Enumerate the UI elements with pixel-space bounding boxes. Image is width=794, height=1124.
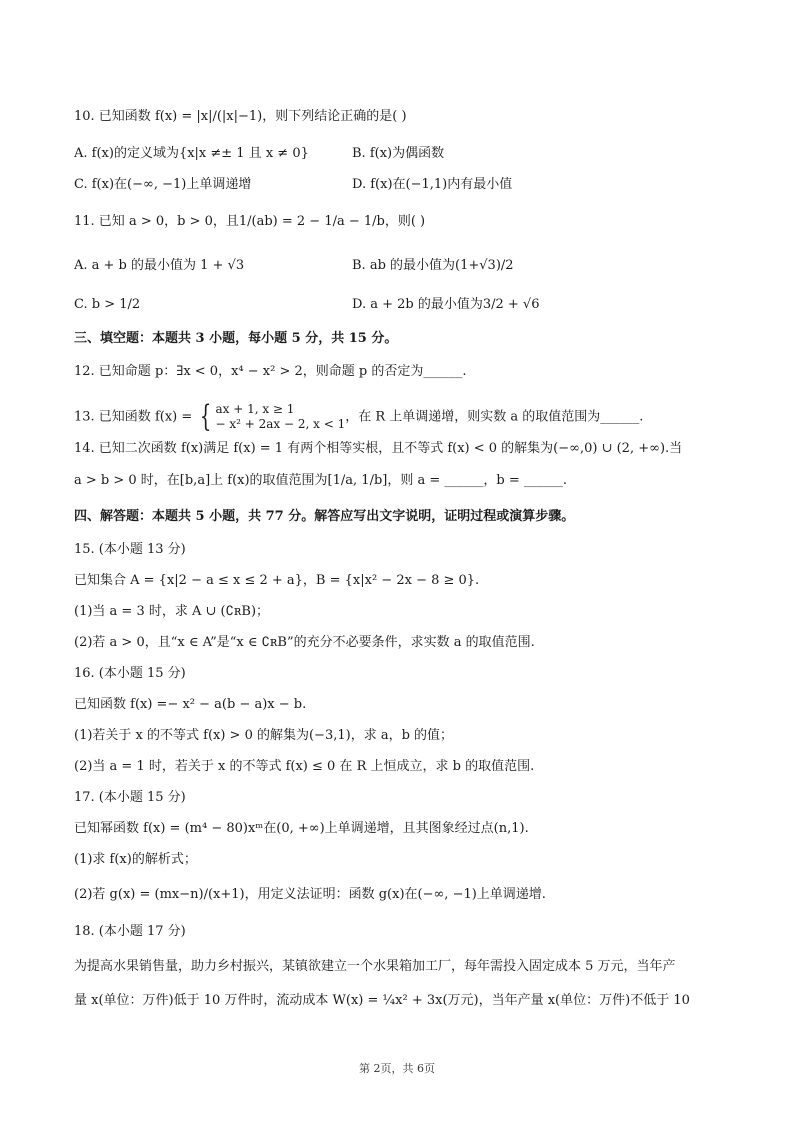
q16-line-2: (1)若关于 x 的不等式 f(x) > 0 的解集为(−3,1)，求 a，b 的值； — [74, 728, 454, 743]
q11-option-b: B. ab 的最小值为(1+√3)/2 — [352, 258, 514, 273]
q11-option-d: D. a + 2b 的最小值为3/2 + √6 — [352, 297, 540, 312]
q13-prefix: 13. 已知函数 f(x) = — [74, 409, 197, 425]
q10-option-c: C. f(x)在(−∞, −1)上单调递增 — [74, 177, 252, 192]
q18-header: 18. (本小题 17 分) — [74, 924, 186, 939]
q15-line-1: 已知集合 A = {x|2 − a ≤ x ≤ 2 + a}，B = {x|x² − 2x − 8 ≥ 0}. — [74, 573, 480, 588]
q17-line-2: (1)求 f(x)的解析式； — [74, 852, 197, 867]
q16-line-1: 已知函数 f(x) =− x² − a(b − a)x − b. — [74, 697, 307, 712]
q13-case-1: ax + 1, x ≥ 1 — [215, 402, 295, 416]
q18-line-1: 为提高水果销售量，助力乡村振兴，某镇欲建立一个水果箱加工厂，每年需投入固定成本 5 万元，当年产 — [74, 959, 676, 974]
q11-stem: 11. 已知 a > 0，b > 0，且1/(ab) = 2 − 1/a − 1/b，则( ) — [74, 214, 426, 229]
q16-line-3: (2)当 a = 1 时，若关于 x 的不等式 f(x) ≤ 0 在 R 上恒成立，求 b 的取值范围. — [74, 759, 535, 774]
q17-line-3: (2)若 g(x) = (mx−n)/(x+1)，用定义法证明：函数 g(x)在(−∞, −1)上单调递增. — [74, 887, 546, 902]
q10-option-b: B. f(x)为偶函数 — [352, 146, 445, 161]
q16-header: 16. (本小题 15 分) — [74, 666, 186, 681]
q10-stem: 10. 已知函数 f(x) = |x|/(|x|−1)，则下列结论正确的是( ) — [74, 109, 407, 124]
q18-line-2: 量 x(单位：万件)低于 10 万件时，流动成本 W(x) = ¼x² + 3x(万元)，当年产量 x(单位：万件)不低于 10 — [74, 993, 690, 1008]
section-3-heading: 三、填空题：本题共 3 小题，每小题 5 分，共 15 分。 — [74, 331, 398, 346]
q10-option-a: A. f(x)的定义域为{x|x ≠± 1 且 x ≠ 0} — [74, 146, 309, 161]
q11-option-c: C. b > 1/2 — [74, 297, 141, 312]
q10-option-d: D. f(x)在(−1,1)内有最小值 — [352, 177, 513, 192]
q17-header: 17. (本小题 15 分) — [74, 790, 186, 805]
q13 — [74, 399, 724, 434]
page-footer: 第 2页，共 6页 — [359, 1062, 435, 1075]
q14-line-2: a > b > 0 时，在[b,a]上 f(x)的取值范围为[1/a, 1/b]，则 a = ______，b = ______. — [74, 473, 567, 488]
q13-case-2: − x² + 2ax − 2, x < 1 — [215, 417, 346, 431]
q12: 12. 已知命题 p：∃x < 0，x⁴ − x² > 2，则命题 p 的否定为______. — [74, 364, 467, 379]
q13-suffix: ，在 R 上单调递增，则实数 a 的取值范围为______. — [345, 409, 644, 425]
q15-line-3: (2)若 a > 0，且“x ∈ A”是“x ∈ ∁ʀB”的充分不必要条件，求实数 a 的取值范围. — [74, 635, 535, 650]
q17-line-1: 已知幂函数 f(x) = (m⁴ − 80)xᵐ在(0, +∞)上单调递增，且其图象经过点(n,1). — [74, 821, 529, 836]
section-4-heading: 四、解答题：本题共 5 小题，共 77 分。解答应写出文字说明，证明过程或演算步骤。 — [74, 509, 575, 524]
piecewise-brace: { — [200, 399, 212, 434]
q15-header: 15. (本小题 13 分) — [74, 542, 186, 557]
q11-option-a: A. a + b 的最小值为 1 + √3 — [74, 258, 245, 273]
q15-line-2: (1)当 a = 3 时，求 A ∪ (∁ʀB)； — [74, 604, 270, 619]
piecewise-cases — [215, 402, 345, 432]
q14-line-1: 14. 已知二次函数 f(x)满足 f(x) = 1 有两个相等实根，且不等式 f(x) < 0 的解集为(−∞,0) ∪ (2, +∞).当 — [74, 441, 683, 456]
